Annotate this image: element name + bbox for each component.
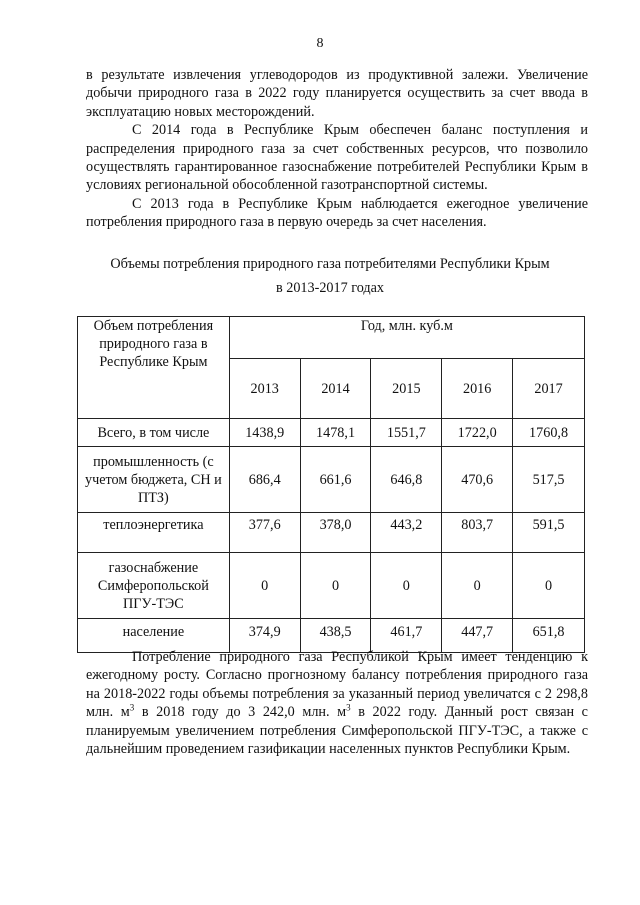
caption-line-2: в 2013-2017 годах bbox=[275, 280, 385, 296]
paragraph-1: в результате извлечения углеводородов из продуктивной залежи. Увеличение добычи природного газа в 2022 году планируется осуществить за счет ввода в эксплуатацию новых месторождений. bbox=[86, 67, 588, 120]
value-cell: 438,5 bbox=[300, 619, 371, 653]
value-cell: 0 bbox=[300, 553, 371, 619]
table-row bbox=[78, 513, 585, 553]
paragraph-4-part-c: в 2022 году. Данный рост связан с планируемым увеличением потребления Симферопольской ПГУ-ТЭС, а также с дальнейшим проведением газификации населенных пунктов Республики Крым. bbox=[86, 704, 588, 758]
value-cell: 470,6 bbox=[442, 447, 513, 513]
superscript-3: 3 bbox=[129, 702, 135, 713]
value-cell: 0 bbox=[371, 553, 442, 619]
row-label: теплоэнергетика bbox=[78, 513, 230, 553]
table-row bbox=[78, 447, 585, 513]
row-label: промышленность (с учетом бюджета, СН и ПТЗ) bbox=[78, 447, 230, 513]
value-cell: 1760,8 bbox=[513, 419, 585, 447]
year-cell: 2016 bbox=[442, 359, 513, 419]
year-cell: 2017 bbox=[513, 359, 585, 419]
table-row bbox=[78, 419, 585, 447]
value-cell: 378,0 bbox=[300, 513, 371, 553]
value-cell: 1478,1 bbox=[300, 419, 371, 447]
value-cell: 374,9 bbox=[229, 619, 300, 653]
value-cell: 661,6 bbox=[300, 447, 371, 513]
value-cell: 651,8 bbox=[513, 619, 585, 653]
value-cell: 0 bbox=[513, 553, 585, 619]
table-header-row bbox=[78, 317, 585, 359]
value-cell: 0 bbox=[229, 553, 300, 619]
value-cell: 686,4 bbox=[229, 447, 300, 513]
table-row bbox=[78, 553, 585, 619]
value-cell: 0 bbox=[442, 553, 513, 619]
paragraph-4-part-a: Потребление природного газа Республикой Крым имеет тенденцию к ежегодному росту. Согласно прогнозному балансу потребления природного газа на 2018-2022 годы объемы потребления за указанный период увеличатся с 2 298,8 млн. м bbox=[86, 649, 588, 721]
year-cell: 2014 bbox=[300, 359, 371, 419]
paragraph-2: С 2014 года в Республике Крым обеспечен баланс поступления и распределения природного газа за счет собственных ресурсов, что позволило осуществлять гарантированное газоснабжение потребителей Республики Крым в условиях региональной обособленной газотранспортной системы. bbox=[86, 122, 588, 194]
value-cell: 591,5 bbox=[513, 513, 585, 553]
row-label: газоснабжение Симферопольской ПГУ-ТЭС bbox=[78, 553, 230, 619]
value-cell: 517,5 bbox=[513, 447, 585, 513]
year-cell: 2015 bbox=[371, 359, 442, 419]
header-label-cell: Объем потребления природного газа в Республике Крым bbox=[78, 317, 230, 419]
value-cell: 646,8 bbox=[371, 447, 442, 513]
caption-line-1: Объемы потребления природного газа потребителями Республики Крым bbox=[110, 256, 550, 272]
superscript-3: 3 bbox=[346, 702, 351, 713]
intro-text bbox=[86, 66, 588, 232]
paragraph-3: С 2013 года в Республике Крым наблюдается ежегодное увеличение потребления природного газа в первую очередь за счет населения. bbox=[86, 195, 588, 231]
paragraph-4-part-b: в 2018 году до 3 242,0 млн. м bbox=[134, 704, 347, 721]
closing-text bbox=[86, 648, 588, 758]
gas-consumption-table bbox=[77, 316, 585, 653]
page-number: 8 bbox=[316, 36, 324, 51]
value-cell: 447,7 bbox=[442, 619, 513, 653]
value-cell: 1551,7 bbox=[371, 419, 442, 447]
table-caption bbox=[60, 252, 600, 300]
row-label: Всего, в том числе bbox=[78, 419, 230, 447]
value-cell: 803,7 bbox=[442, 513, 513, 553]
value-cell: 443,2 bbox=[371, 513, 442, 553]
value-cell: 461,7 bbox=[371, 619, 442, 653]
header-group-cell: Год, млн. куб.м bbox=[229, 317, 584, 359]
value-cell: 1438,9 bbox=[229, 419, 300, 447]
year-cell: 2013 bbox=[229, 359, 300, 419]
value-cell: 377,6 bbox=[229, 513, 300, 553]
value-cell: 1722,0 bbox=[442, 419, 513, 447]
row-label: население bbox=[78, 619, 230, 653]
paragraph-4 bbox=[86, 648, 588, 758]
